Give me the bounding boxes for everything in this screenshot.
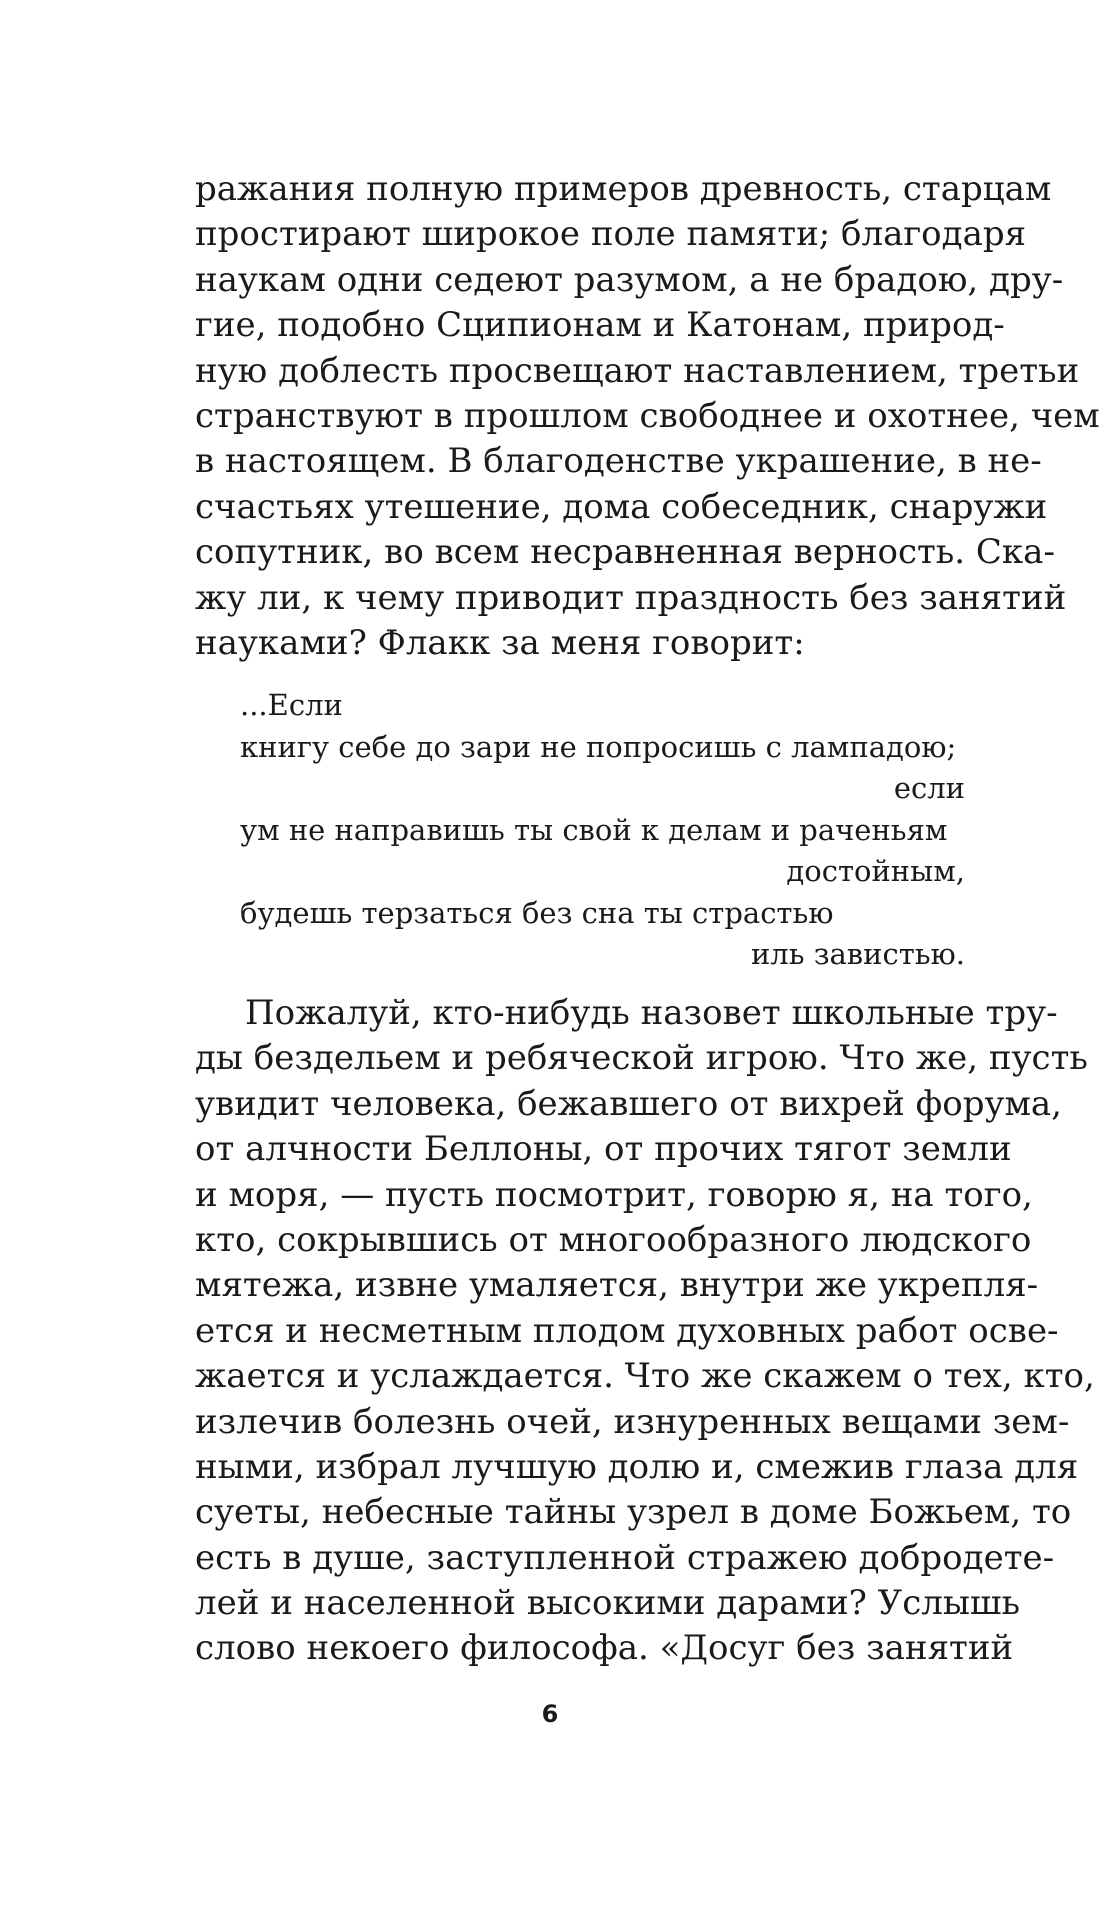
text-line: Пожалуй, кто-нибудь назовет школьные тру- <box>245 993 1058 1033</box>
text-line: суеты, небесные тайны узрел в доме Божьем, то <box>195 1492 1072 1533</box>
text-line: увидит человека, бежавшего от вихрей форума, <box>195 1083 1062 1124</box>
text-line: простирают широкое поле памяти; благодаря <box>195 214 1027 255</box>
text-line: излечив болезнь очей, изнуренных вещами зем- <box>195 1401 1070 1442</box>
poem-line: ум не направишь ты свой к делам и раченьям <box>240 812 948 847</box>
page-number: 6 <box>541 1700 559 1728</box>
text-line: есть в душе, заступленной стражею добродете- <box>195 1537 1055 1578</box>
text-line: счастьях утешение, дома собеседник, снаружи <box>195 486 1048 527</box>
text-line: в настоящем. В благоденстве украшение, в не- <box>195 441 1042 482</box>
text-line: слово некоего философа. «Досуг без занятий <box>195 1628 1014 1669</box>
poem-line: книгу себе до зари не попросишь с лампадою; <box>240 729 957 764</box>
text-line: гие, подобно Сципионам и Катонам, природ- <box>195 305 1005 346</box>
text-line: науками? Флакк за меня говорит: <box>195 622 805 663</box>
text-line: лей и населенной высокими дарами? Услышь <box>195 1583 1021 1624</box>
poem-line: достойным, <box>786 854 965 888</box>
paragraph-1 <box>195 167 1100 666</box>
poem-line: иль завистью. <box>750 937 965 971</box>
text-line: жу ли, к чему приводит праздность без занятий <box>195 577 1067 618</box>
text-line: ными, избрал лучшую долю и, смежив глаза для <box>195 1446 1079 1487</box>
text-line: от алчности Беллоны, от прочих тягот земли <box>195 1129 1012 1170</box>
text-line: странствуют в прошлом свободнее и охотнее, чем <box>195 395 1100 436</box>
text-line: наукам одни седеют разумом, а не брадою, дру- <box>195 259 1064 300</box>
text-line: и моря, — пусть посмотрит, говорю я, на того, <box>195 1174 1033 1215</box>
paragraph-2 <box>195 991 1095 1672</box>
text-line: ется и несметным плодом духовных работ осве- <box>195 1310 1059 1351</box>
poem-line: ...Если <box>240 688 343 722</box>
poem-line: будешь терзаться без сна ты страстью <box>240 895 834 930</box>
text-line: жается и услаждается. Что же скажем о тех, кто, <box>195 1356 1095 1397</box>
text-line: ражания полную примеров древность, старцам <box>195 169 1052 209</box>
poem-line: если <box>893 771 965 805</box>
text-line: ную доблесть просвещают наставлением, третьи <box>195 350 1080 391</box>
text-line: сопутник, во всем несравненная верность. Ска- <box>195 532 1055 573</box>
text-line: ды бездельем и ребяческой игрою. Что же, пусть <box>195 1038 1088 1079</box>
text-line: мятежа, извне умаляется, внутри же укрепля- <box>195 1265 1039 1306</box>
poem-quote <box>240 685 965 976</box>
text-line: кто, сокрывшись от многообразного людского <box>195 1219 1032 1260</box>
